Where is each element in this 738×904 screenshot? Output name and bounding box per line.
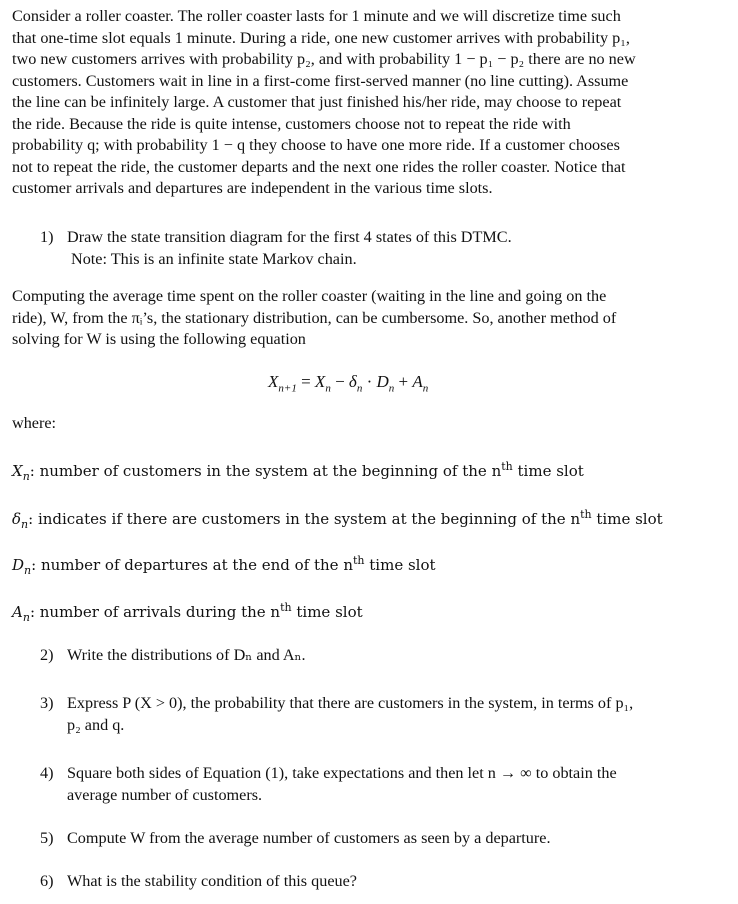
intro-line: the line can be infinitely large. A customer that just finished his/her ride, may choose to repeat: [12, 93, 622, 111]
method-paragraph: [12, 286, 732, 351]
definition-x: [12, 460, 584, 483]
definition-tail: time slot: [591, 510, 663, 528]
question-text: Square both sides of Equation (1), take expectations and then let n → ∞ to obtain the: [67, 764, 617, 782]
question-5: [40, 827, 551, 849]
intro-line: customers. Customers wait in line in a first-come first-served manner (no line cutting). Assume: [12, 71, 629, 90]
intro-paragraph: [12, 6, 732, 200]
question-3: [40, 692, 633, 736]
question-number: 1): [40, 228, 54, 246]
question-4: [40, 762, 617, 806]
method-line: solving for W is using the following equation: [12, 330, 306, 348]
definition-tail: time slot: [512, 462, 584, 480]
question-1: [40, 226, 512, 270]
definition-tail: time slot: [364, 556, 436, 574]
definition-symbol: A: [12, 603, 23, 621]
eq-term-delta-sub: n: [356, 382, 363, 395]
intro-line: that one-time slot equals 1 minute. During a ride, one new customer arrives with probability p₁,: [12, 28, 630, 47]
intro-line: the ride. Because the ride is quite intense, customers choose not to repeat the ride with: [12, 114, 571, 133]
definition-superscript: th: [501, 460, 513, 473]
question-text: Compute W from the average number of customers as seen by a departure.: [67, 829, 551, 847]
question-number: 4): [40, 764, 54, 782]
definition-tail: time slot: [291, 603, 363, 621]
intro-line: probability q; with probability 1 − q they choose to have one more ride. If a customer chooses: [12, 136, 620, 154]
definition-a: [12, 601, 363, 624]
intro-line: not to repeat the ride, the customer departs and the next one rides the roller coaster. Notice that: [12, 157, 626, 176]
definition-symbol: X: [12, 462, 23, 480]
intro-line: customer arrivals and departures are independent in the various time slots.: [12, 179, 493, 197]
definition-superscript: th: [352, 554, 365, 567]
method-line: ride), W, from the πᵢ’s, the stationary distribution, can be cumbersome. So, another method of: [12, 308, 617, 327]
question-note: Note: This is an infinite state Markov chain.: [71, 250, 357, 268]
eq-term-x-sub: n: [325, 382, 331, 395]
definition-text: : indicates if there are customers in the system at the beginning of the n: [28, 510, 581, 528]
where-label: where:: [12, 414, 57, 432]
question-2: [40, 644, 306, 666]
definition-symbol: δ: [12, 510, 22, 528]
eq-term-a-sub: n: [422, 382, 429, 395]
eq-term-a: A: [412, 372, 423, 391]
eq-lhs-sub: n+1: [278, 382, 297, 395]
definition-subscript: n: [21, 518, 29, 531]
definition-text: : number of customers in the system at the beginning of the n: [29, 462, 502, 480]
eq-term-d-sub: n: [388, 382, 395, 395]
definition-subscript: n: [24, 564, 32, 577]
question-text: Draw the state transition diagram for the first 4 states of this DTMC.: [67, 228, 512, 246]
method-line: Computing the average time spent on the roller coaster (waiting in the line and going on the: [12, 287, 607, 305]
eq-term-x: X: [314, 372, 326, 391]
question-text-continued: average number of customers.: [67, 786, 263, 804]
definition-symbol: D: [12, 556, 25, 574]
definition-subscript: n: [22, 470, 30, 483]
eq-lhs: X: [268, 372, 279, 391]
question-text-continued: p₂ and q.: [67, 716, 125, 734]
definition-subscript: n: [22, 611, 30, 624]
question-number: 3): [40, 694, 54, 712]
definition-superscript: th: [580, 508, 592, 521]
eq-term-delta: δ: [348, 372, 357, 391]
question-6: [40, 870, 357, 892]
definition-superscript: th: [280, 601, 292, 614]
intro-line: two new customers arrives with probability p₂, and with probability 1 − p₁ − p₂ there are no new: [12, 50, 636, 68]
definition-delta: [12, 508, 663, 531]
intro-line: Consider a roller coaster. The roller coaster lasts for 1 minute and we will discretize time such: [12, 7, 621, 25]
definition-text: : number of departures at the end of the n: [31, 556, 353, 574]
question-text: Write the distributions of Dₙ and Aₙ.: [67, 646, 306, 664]
question-number: 6): [40, 872, 54, 890]
question-text: Express P (X > 0), the probability that there are customers in the system, in terms of p₁,: [67, 694, 634, 712]
eq-term-d: D: [376, 372, 389, 391]
question-number: 2): [40, 646, 54, 664]
question-number: 5): [40, 829, 54, 847]
question-text: What is the stability condition of this queue?: [67, 872, 357, 890]
definition-text: : number of arrivals during the n: [29, 603, 281, 621]
recurrence-equation: $X_{n+1} = X_n - \delta_n \cdot D_n + A_n$: [268, 372, 429, 395]
definition-d: [12, 554, 436, 577]
